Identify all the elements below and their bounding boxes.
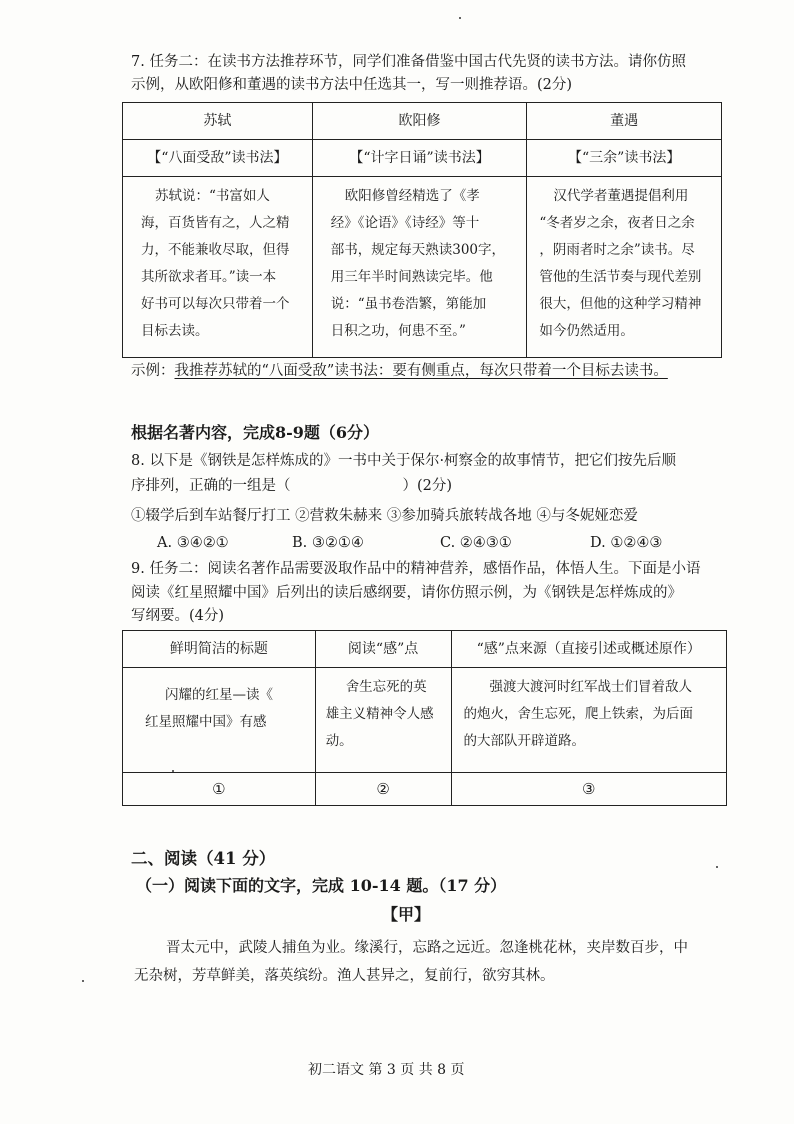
table-header-dongyu: 董遇 <box>527 103 722 140</box>
outline-blank-3[interactable]: ③ <box>451 773 727 806</box>
example-text: 我推荐苏轼的“八面受敌”读书法：要有侧重点，每次只带着一个目标去读书。 <box>174 363 668 379</box>
q8-option-a: A. ③④②① <box>157 535 229 551</box>
section-books-heading: 根据名著内容，完成8-9题（6分） <box>131 423 380 442</box>
table-header-sushi: 苏轼 <box>123 103 313 140</box>
q8-option-d: D. ①②④③ <box>590 535 663 551</box>
outline-header-point: 阅读“感”点 <box>315 631 451 668</box>
q7-line1: 7. 任务二：在读书方法推荐环节，同学们准备借鉴中国古代先贤的读书方法。请你仿照 <box>131 54 686 70</box>
q8-option-c: C. ②④③① <box>440 535 512 551</box>
outline-example-title: 闪耀的红星—读《 红星照耀中国》有感 <box>123 668 316 773</box>
table-header-ouyangxiu: 欧阳修 <box>312 103 527 140</box>
description-ouyangxiu: 欧阳修曾经精选了《孝 经》《论语》《诗经》等十 部书，规定每天熟读300字， 用三年半时间熟读完毕。他 说：“虽书卷浩繁，第能加 日积之功，何患不至。” <box>312 177 527 358</box>
description-sushi: 苏轼说：“书富如人 海，百货皆有之，人之精 力，不能兼收尽取，但得 其所欲求者耳。”读一本 好书可以每次只带着一个 目标去读。 <box>123 177 313 358</box>
scan-speck <box>172 770 174 772</box>
method-ouyangxiu: 【“计字日诵”读书法】 <box>312 140 527 177</box>
description-dongyu: 汉代学者董遇提倡利用 “冬者岁之余，夜者日之余 ，阴雨者时之余”读书。尽 管他的生活节奏与现代差别 很大，但他的这种学习精神 如今仍然适用。 <box>527 177 722 358</box>
example-label: 示例： <box>131 363 175 379</box>
method-dongyu: 【“三余”读书法】 <box>527 140 722 177</box>
q9-line2: 阅读《红星照耀中国》后列出的读后感纲要，请你仿照示例，为《钢铁是怎样炼成的》 <box>131 585 682 601</box>
outline-blank-2[interactable]: ② <box>315 773 451 806</box>
scan-speck <box>716 866 718 868</box>
reflection-outline-table <box>122 630 727 806</box>
q8-line2: 序排列，正确的一组是（ ）(2分) <box>131 478 453 494</box>
outline-blank-1[interactable]: ① <box>123 773 316 806</box>
scan-speck <box>459 17 461 19</box>
reading-heading: 二、阅读（41 分） <box>131 849 276 868</box>
q9-line3: 写纲要。(4分) <box>131 608 225 624</box>
outline-example-point: 舍生忘死的英 雄主义精神令人感 动。 <box>315 668 451 773</box>
outline-example-source: 强渡大渡河时红军战士们冒着敌人 的炮火，舍生忘死，爬上铁索，为后面 的大部队开辟道路。 <box>451 668 727 773</box>
passage-line1: 晋太元中，武陵人捕鱼为业。缘溪行，忘路之远近。忽逢桃花林，夹岸数百步，中 <box>166 940 688 956</box>
scan-speck <box>82 980 84 982</box>
example-line <box>131 361 668 381</box>
q8-line1: 8. 以下是《钢铁是怎样炼成的》一书中关于保尔·柯察金的故事情节，把它们按先后顺 <box>131 453 677 469</box>
passage-line2: 无杂树，芳草鲜美，落英缤纷。渔人甚异之，复前行，欲穷其林。 <box>134 968 555 984</box>
reading-subheading: （一）阅读下面的文字，完成 10-14 题。（17 分） <box>136 876 507 895</box>
part-label: 【甲】 <box>382 905 431 924</box>
reading-methods-table <box>122 102 722 358</box>
q8-option-b: B. ③②①④ <box>292 535 364 551</box>
page-footer: 初二语文 第 3 页 共 8 页 <box>308 1062 465 1078</box>
q9-line1: 9. 任务二：阅读名著作品需要汲取作品中的精神营养，感悟作品，体悟人生。下面是小语 <box>131 561 701 577</box>
q8-items: ①辍学后到车站餐厅打工 ②营救朱赫来 ③参加骑兵旅转战各地 ④与冬妮娅恋爱 <box>131 508 638 524</box>
q7-line2: 示例，从欧阳修和董遇的读书方法中任选其一，写一则推荐语。(2分) <box>131 77 573 93</box>
outline-header-title: 鲜明简洁的标题 <box>123 631 316 668</box>
outline-header-source: “感”点来源（直接引述或概述原作） <box>451 631 727 668</box>
method-sushi: 【“八面受敌”读书法】 <box>123 140 313 177</box>
